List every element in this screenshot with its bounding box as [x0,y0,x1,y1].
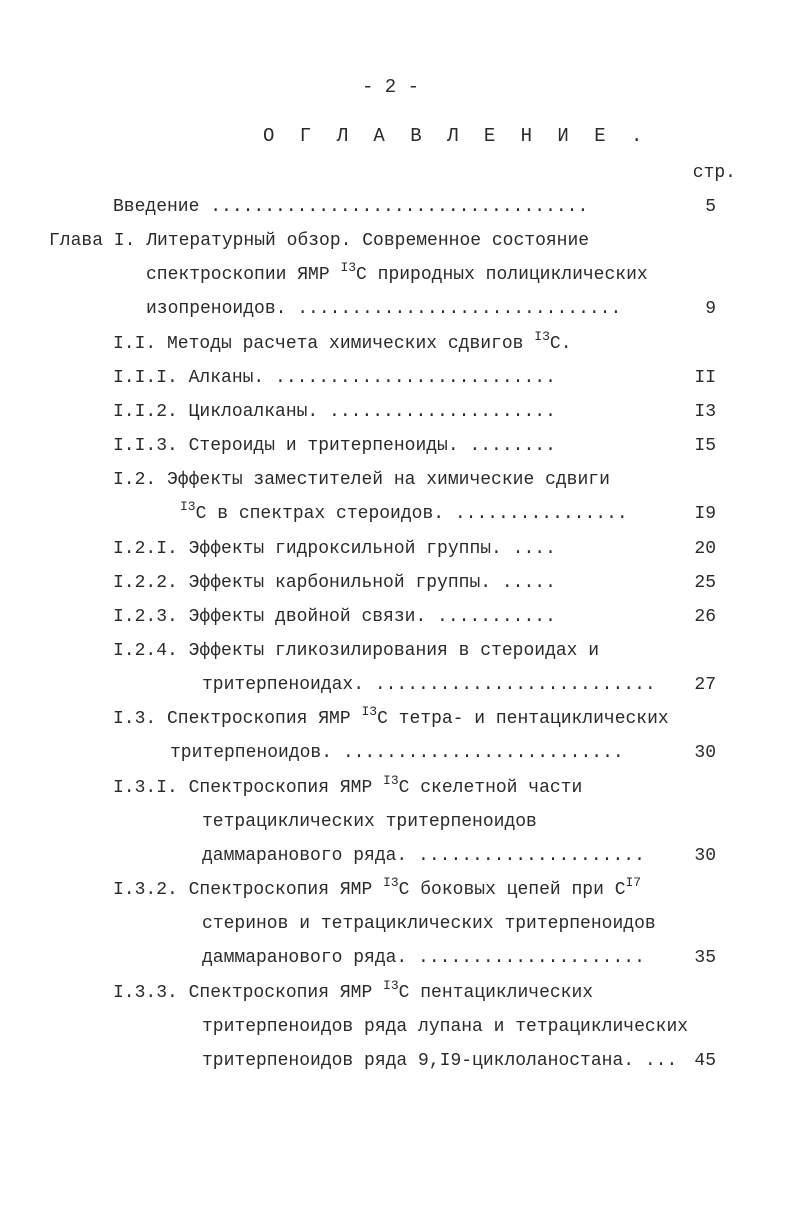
isotope-sup: I3 [383,978,399,993]
toc-entry-1-3-3 [113,978,594,1004]
toc-page-1-2-4: 27 [694,675,716,695]
entry-text: спектроскопии ЯМР [146,265,341,285]
entry-text: I.3.3. Спектроскопия ЯМР [113,983,384,1003]
toc-page-1-2-2: 25 [694,573,716,593]
toc-entry-1-1-1: I.I.I. Алканы. .......................... [113,368,556,388]
toc-entry-chapter-1-end: изопреноидов. .............................. [146,299,622,319]
toc-entry-chapter-1-cont [146,260,648,286]
isotope-sup: I3 [534,329,550,344]
toc-page-1-1-3: I5 [694,436,716,456]
entry-text: I.3. Спектроскопия ЯМР [113,709,362,729]
entry-text: I.I. Методы расчета химических сдвигов [113,334,535,354]
carbon-index-sup: I7 [625,875,642,890]
toc-entry-1-3 [113,704,669,730]
toc-entry-1-3-1-end: даммаранового ряда. ..................... [202,846,645,866]
toc-entry-1-3-1-cont: тетрациклических тритерпеноидов [202,812,537,832]
toc-entry-1-2-cont [180,499,628,525]
toc-entry-1-3-1 [113,773,583,799]
toc-entry-introduction: Введение ................................... [113,197,589,217]
toc-entry-1-2: I.2. Эффекты заместителей на химические сдвиги [113,470,610,490]
entry-text: С боковых цепей при С [398,880,626,900]
isotope-sup: I3 [383,875,399,890]
entry-text: I.3.I. Спектроскопия ЯМР [113,778,384,798]
toc-title: О Г Л А В Л Е Н И Е . [263,125,650,147]
toc-page-chapter-1: 9 [705,299,716,319]
page-number: - 2 - [362,76,420,98]
toc-entry-1-3-2-end: даммаранового ряда. ..................... [202,948,645,968]
toc-entry-1-2-4-cont: тритерпеноидах. .......................... [202,675,656,695]
toc-entry-1-1-2: I.I.2. Циклоалканы. ..................... [113,402,556,422]
isotope-sup: I3 [383,773,399,788]
toc-entry-1-3-2-cont: стеринов и тетрациклических тритерпеноидов [202,914,656,934]
entry-text: С в спектрах стероидов. ................ [195,504,628,524]
toc-entry-1-2-1: I.2.I. Эффекты гидроксильной группы. .... [113,539,556,559]
page-column-header: стр. [692,163,736,183]
toc-page-1-1-1: II [694,368,716,388]
toc-page-1-2-1: 20 [694,539,716,559]
toc-page-1-3-1: 30 [694,846,716,866]
toc-page-1-2: I9 [694,504,716,524]
toc-page-1-1-2: I3 [694,402,716,422]
toc-page-introduction: 5 [705,197,716,217]
toc-entry-1-1-3: I.I.3. Стероиды и тритерпеноиды. ........ [113,436,556,456]
isotope-sup: I3 [340,260,357,275]
toc-entry-1-1 [113,329,572,355]
toc-entry-1-3-3-end: тритерпеноидов ряда 9,I9-циклоланостана. ... [202,1051,678,1071]
toc-entry-1-2-2: I.2.2. Эффекты карбонильной группы. ..... [113,573,556,593]
entry-text: С пентациклических [398,983,594,1003]
toc-page-1-3-2: 35 [694,948,716,968]
isotope-sup: I3 [361,704,378,719]
entry-text: С скелетной части [398,778,583,798]
toc-entry-chapter-1: Глава I. Литературный обзор. Современное состояние [49,231,590,251]
toc-entry-1-3-cont: тритерпеноидов. .......................... [170,743,624,763]
toc-entry-1-3-3-cont: тритерпеноидов ряда лупана и тетрациклических [202,1017,689,1037]
toc-page-1-2-3: 26 [694,607,716,627]
toc-page-1-3: 30 [694,743,716,763]
toc-page-1-3-3: 45 [694,1051,716,1071]
entry-text: С. [549,334,572,354]
toc-entry-1-2-3: I.2.3. Эффекты двойной связи. ........... [113,607,556,627]
isotope-sup: I3 [180,499,196,514]
toc-entry-1-3-2 [113,875,642,901]
entry-text: С природных полициклических [356,265,648,285]
toc-entry-1-2-4: I.2.4. Эффекты гликозилирования в стероидах и [113,641,600,661]
entry-text: I.3.2. Спектроскопия ЯМР [113,880,384,900]
entry-text: С тетра- и пентациклических [377,709,669,729]
